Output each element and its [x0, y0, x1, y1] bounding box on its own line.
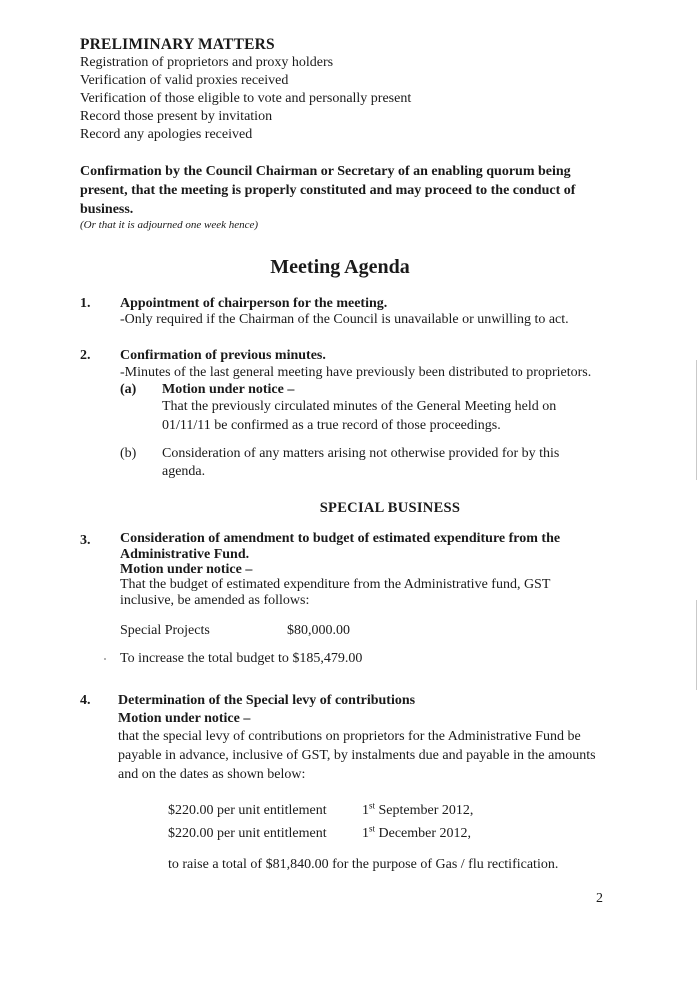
item-text: and on the dates as shown below: [118, 767, 306, 782]
preliminary-item: Verification of those eligible to vote and personally present [80, 91, 412, 106]
instalment-date: 1st September 2012, [362, 800, 474, 818]
item-number: 4. [80, 693, 91, 708]
preliminary-item: Record any apologies received [80, 127, 253, 142]
scan-edge-line [696, 600, 697, 690]
agenda-title: Meeting Agenda [270, 256, 410, 278]
subitem-text: Consideration of any matters arising not otherwise provided for by this [162, 446, 560, 461]
item-heading: Appointment of chairperson for the meeting. [120, 296, 388, 311]
item-text: That the budget of estimated expenditure from the Administrative fund, GST [120, 577, 551, 592]
item-text: -Minutes of the last general meeting have previously been distributed to proprietors. [120, 365, 592, 380]
item-number: 2. [80, 348, 91, 363]
item-number: 1. [80, 296, 91, 311]
item-text: inclusive, be amended as follows: [120, 593, 310, 608]
preliminary-item: Record those present by invitation [80, 109, 273, 124]
subitem-text: 01/11/11 be confirmed as a true record of those proceedings. [162, 418, 501, 433]
preliminary-title: PRELIMINARY MATTERS [80, 36, 275, 53]
budget-label: Special Projects [120, 623, 210, 638]
budget-amount: $80,000.00 [287, 623, 350, 638]
instalment-date: 1st December 2012, [362, 823, 472, 841]
item-number: 3. [80, 533, 91, 548]
scan-speck [104, 658, 106, 660]
quorum-statement: Confirmation by the Council Chairman or Secretary of an enabling quorum being present, that the meeting is properly constituted and may proceed to the conduct of business. [80, 164, 576, 217]
subitem-heading: Motion under notice – [162, 382, 295, 397]
page-number: 2 [596, 891, 603, 906]
item-text: that the special levy of contributions on proprietors for the Administrative Fund be [118, 729, 581, 744]
item-heading: Determination of the Special levy of contributions [118, 693, 416, 708]
instalment-amount: $220.00 per unit entitlement [168, 803, 327, 818]
instalment-amount: $220.00 per unit entitlement [168, 826, 327, 841]
item-heading: Confirmation of previous minutes. [120, 348, 326, 363]
motion-heading: Motion under notice – [120, 562, 253, 577]
item-text: -Only required if the Chairman of the Council is unavailable or unwilling to act. [120, 312, 569, 327]
scan-edge-line [696, 360, 697, 480]
item-heading: Administrative Fund. [120, 547, 250, 562]
subitem-text: agenda. [162, 464, 206, 479]
preliminary-item: Registration of proprietors and proxy holders [80, 55, 334, 70]
subitem-label: (a) [120, 382, 137, 397]
motion-heading: Motion under notice – [118, 711, 251, 726]
item-heading: Consideration of amendment to budget of estimated expenditure from the [120, 531, 561, 546]
total-budget-text: To increase the total budget to $185,479.00 [120, 651, 363, 666]
item-text: payable in advance, inclusive of GST, by instalments due and payable in the amounts [118, 748, 596, 763]
levy-total-text: to raise a total of $81,840.00 for the purpose of Gas / flu rectification. [168, 857, 559, 872]
subitem-text: That the previously circulated minutes of the General Meeting held on [162, 399, 557, 414]
subitem-label: (b) [120, 446, 137, 461]
special-business-title: SPECIAL BUSINESS [319, 500, 461, 516]
preliminary-item: Verification of valid proxies received [80, 73, 289, 88]
adjourn-note: (Or that it is adjourned one week hence) [80, 219, 259, 231]
